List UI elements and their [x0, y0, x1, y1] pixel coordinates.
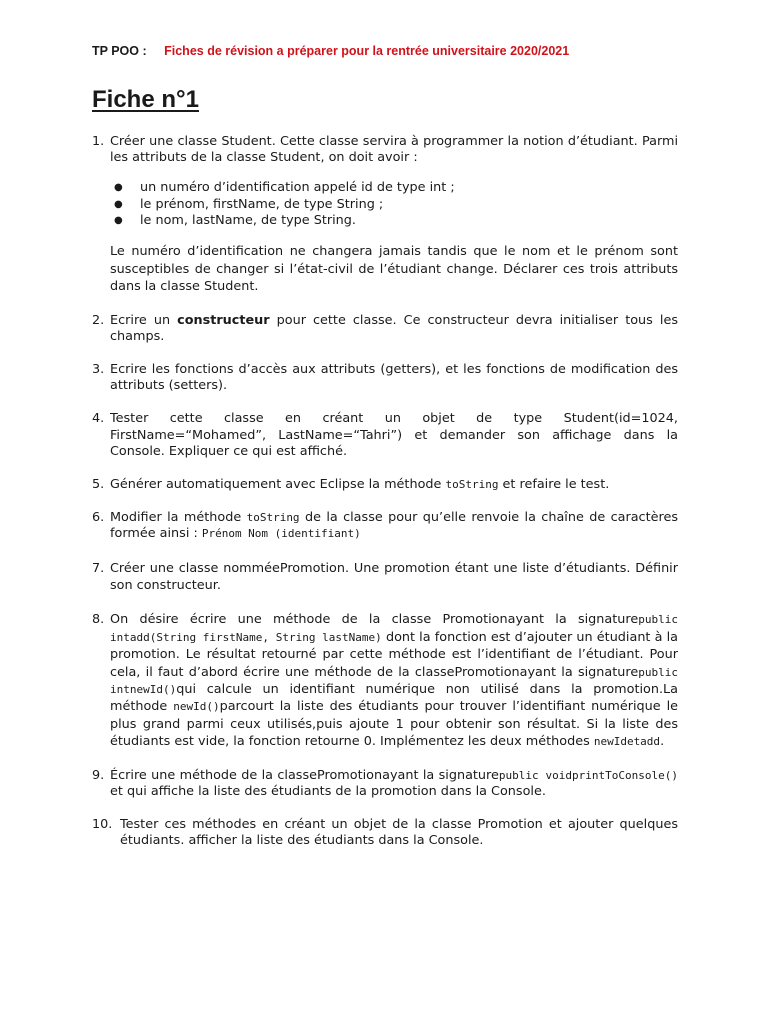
item-text: Créer une classe Student. Cette classe servira à programmer la notion d’étudiant. Parmi les attributs de la classe Student, on doit avoir :	[110, 134, 678, 166]
list-item: 9. Écrire une méthode de la classePromotionayant la signaturepublic voidprintToConsole() et qui affiche la liste des étudiants de la promotion dans la Console.	[92, 767, 679, 799]
bullet-icon: ●	[114, 198, 123, 210]
page-header	[92, 44, 569, 58]
exercise-list	[92, 134, 678, 866]
item-number: 10.	[92, 817, 113, 833]
code-snippet: Prénom Nom (identifiant)	[201, 527, 361, 541]
item-number: 9.	[92, 767, 105, 783]
list-item: 6. Modifier la méthode toString de la classe pour qu’elle renvoie la chaîne de caractères formée ainsi : Prénom Nom (identifiant)	[92, 510, 678, 542]
list-item	[92, 134, 678, 296]
item-text: Tester cette classe en créant un objet de type Student(id=1024, FirstName=“Mohamed”, LastName=“Tahri”) et demander son affichage dans la Console. Expliquer ce qui est affiché.	[110, 411, 678, 459]
code-snippet: public intnewId()	[110, 665, 678, 696]
list-item: 8. On désire écrire une méthode de la classe Promotionayant la signaturepublic intadd(String firstName, String lastName) dont la fonction est d’ajouter un étudiant à la promotion. Le résultat retourné par cette méthode est l’identifiant de l’étudiant. Pour cela, il faut d’abord écrire une méthode de la classePromotionayant la signaturepublic intnewId()qui calcule un identifiant numérique non utilisé dans la promotion.La méthode newId()parcourt la liste des étudiants pour trouver l’identifiant numérique le plus grand parmi ceux utilisés,puis ajoute 1 pour obtenir son résultat. Si la liste des étudiants est vide, la fonction retourne 0. Implémentez les deux méthodes newIdetadd.	[92, 612, 678, 750]
code-snippet: public voidprintToConsole()	[498, 768, 679, 782]
code-snippet: toString	[246, 511, 300, 525]
bullet-item: ● le nom, lastName, de type String.	[110, 213, 678, 229]
list-item: 5. Générer automatiquement avec Eclipse la méthode toString et refaire le test.	[92, 476, 610, 492]
fiche-title: Fiche n°1	[92, 86, 199, 113]
list-item	[92, 411, 678, 460]
attribute-list	[110, 180, 678, 229]
code-snippet: newIdetadd	[593, 735, 661, 749]
bullet-item: ● un numéro d’identification appelé id de type int ;	[110, 180, 678, 196]
item-paragraph: Le numéro d’identification ne changera jamais tandis que le nom et le prénom sont susceptibles de changer si l’état-civil de l’étudiant change. Déclarer ces trois attributs dans la classe Student.	[110, 244, 678, 295]
item-text: Tester ces méthodes en créant un objet de la classe Promotion et ajouter quelques étudiants. afficher la liste des étudiants dans la Console.	[120, 817, 678, 849]
bullet-icon: ●	[114, 214, 123, 226]
code-snippet: public intadd(String firstName, String lastName)	[110, 613, 678, 644]
item-number: 6.	[92, 510, 105, 526]
list-item	[92, 817, 678, 849]
code-snippet: newId()	[173, 700, 220, 714]
item-number: 5.	[92, 476, 105, 492]
emphasis: constructeur	[177, 312, 270, 328]
code-snippet: toString	[445, 477, 499, 491]
item-text: Créer une classe nomméePromotion. Une promotion étant une liste d’étudiants. Définir son constructeur.	[110, 560, 678, 593]
item-number: 1.	[92, 134, 105, 149]
item-number: 8.	[92, 612, 105, 628]
item-number: 3.	[92, 361, 105, 377]
item-number: 4.	[92, 411, 105, 427]
list-item	[92, 560, 678, 595]
item-text: Ecrire les fonctions d’accès aux attributs (getters), et les fonctions de modification des attributs (setters).	[110, 361, 678, 394]
list-item: 2. Ecrire un constructeur pour cette classe. Ce constructeur devra initialiser tous les champs.	[92, 312, 678, 344]
header-title: Fiches de révision a préparer pour la rentrée universitaire 2020/2021	[164, 44, 570, 58]
item-number: 2.	[92, 312, 105, 328]
bullet-item: ● le prénom, firstName, de type String ;	[110, 197, 678, 213]
list-item	[92, 362, 678, 394]
bullet-icon: ●	[114, 182, 123, 194]
item-number: 7.	[92, 560, 105, 576]
course-label: TP POO :	[92, 44, 147, 58]
